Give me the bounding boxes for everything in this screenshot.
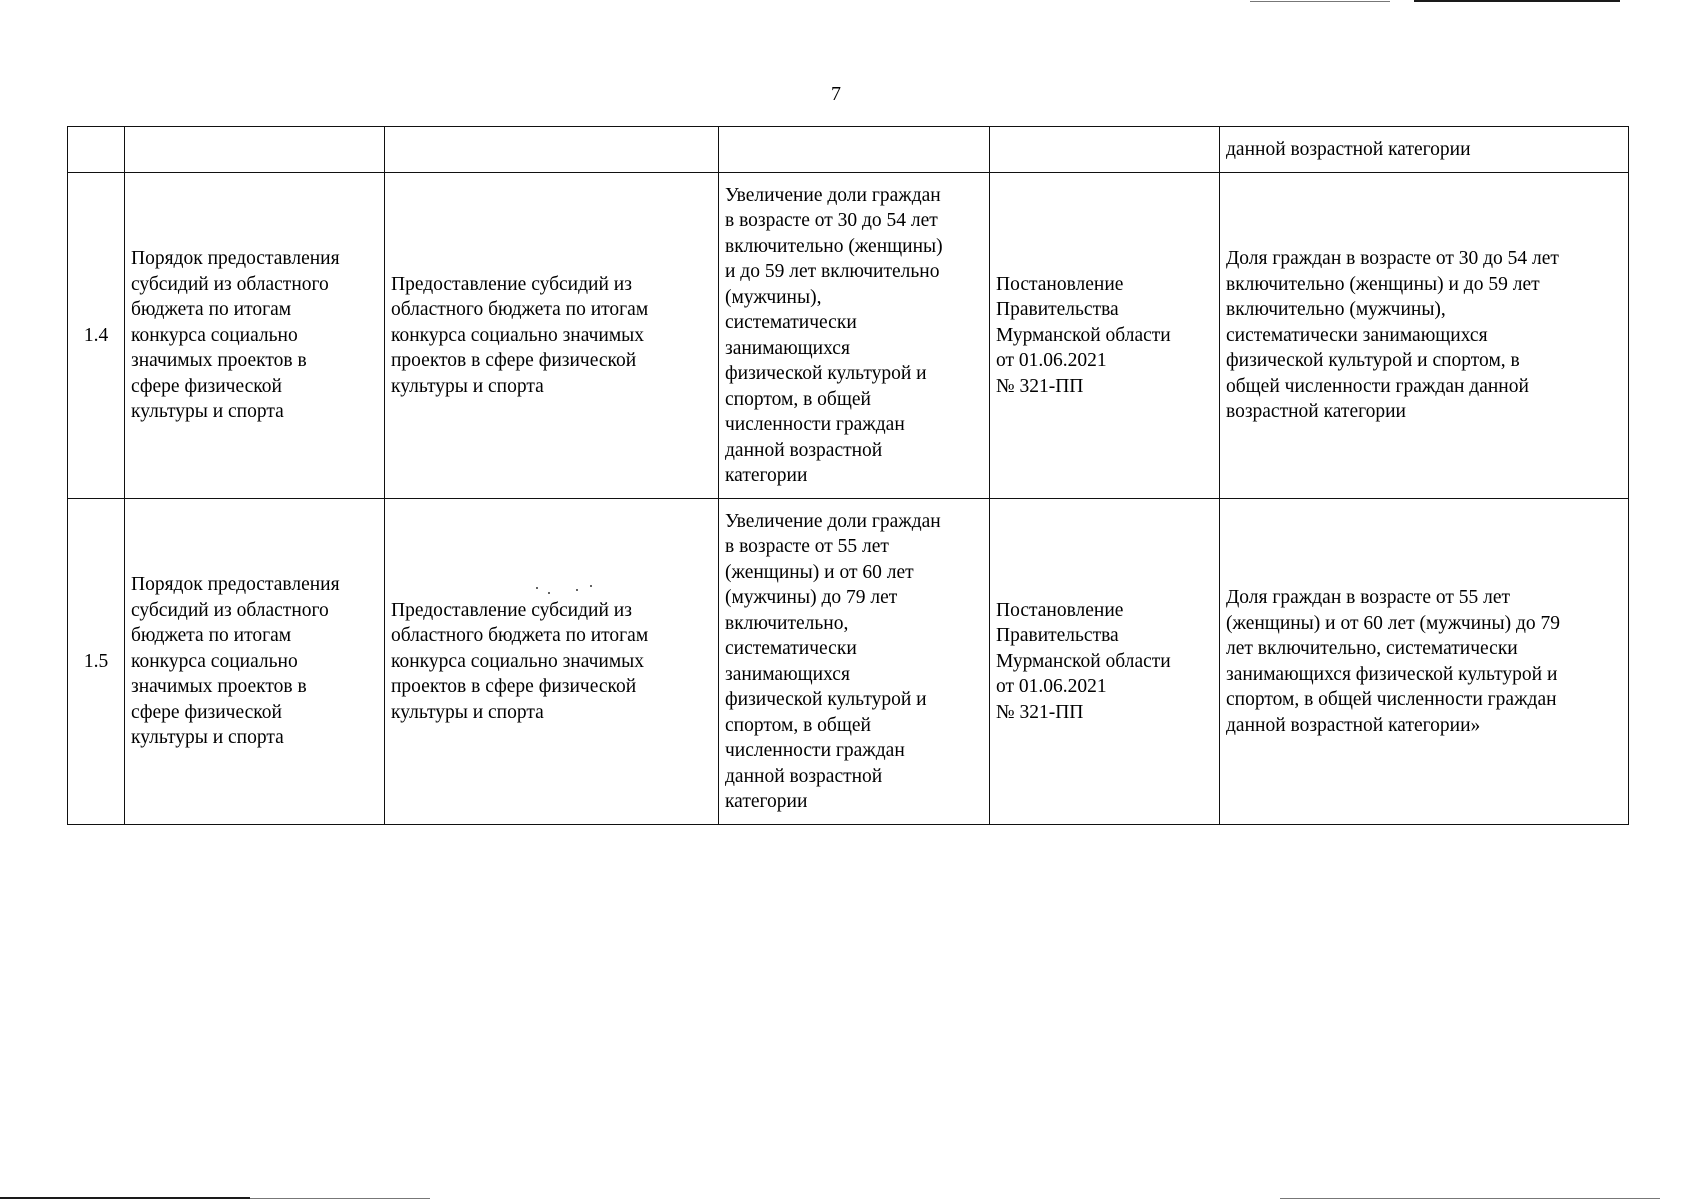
scan-edge-line-bottom-faint	[250, 1198, 430, 1199]
measure-name-cell: Порядок предоставления субсидий из областного бюджета по итогам конкурса социально значимых проектов в сфере физической культуры и спорта	[125, 499, 385, 825]
scan-speck	[576, 589, 578, 591]
expected-result-cell	[719, 127, 990, 173]
scan-speck	[548, 592, 550, 594]
scan-edge-line-top	[1414, 0, 1620, 2]
table-row	[68, 173, 1629, 499]
measure-description-cell: Предоставление субсидий из областного бюджета по итогам конкурса социально значимых проектов в сфере физической культуры и спорта	[385, 499, 719, 825]
indicator-cell: Доля граждан в возрасте от 55 лет (женщины) и от 60 лет (мужчины) до 79 лет включительно, систематически занимающихся физической культурой и спортом, в общей численности граждан данной возрастной категории»	[1220, 499, 1629, 825]
scan-edge-line-top-faint	[1250, 1, 1390, 2]
expected-result-cell: Увеличение доли граждан в возрасте от 55 лет (женщины) и от 60 лет (мужчины) до 79 лет включительно, систематически занимающихся физической культурой и спортом, в общей численности граждан данной возрастной категории	[719, 499, 990, 825]
page-number: 7	[831, 83, 841, 105]
indicator-cell: Доля граждан в возрасте от 30 до 54 лет включительно (женщины) и до 59 лет включительно (мужчины), систематически занимающихся физической культурой и спортом, в общей численности граждан данной возрастной категории	[1220, 173, 1629, 499]
scan-speck	[590, 585, 592, 587]
table-row	[68, 499, 1629, 825]
scan-edge-line-bottom-right	[1280, 1198, 1660, 1199]
legal-document-cell: Постановление Правительства Мурманской области от 01.06.2021 № 321-ПП	[990, 173, 1220, 499]
scan-speck	[536, 587, 538, 589]
measure-description-cell	[385, 127, 719, 173]
table-row	[68, 127, 1629, 173]
row-number-cell	[68, 127, 125, 173]
expected-result-cell: Увеличение доли граждан в возрасте от 30 до 54 лет включительно (женщины) и до 59 лет включительно (мужчины), систематически занимающихся физической культурой и спортом, в общей численности граждан данной возрастной категории	[719, 173, 990, 499]
measure-description-cell: Предоставление субсидий из областного бюджета по итогам конкурса социально значимых проектов в сфере физической культуры и спорта	[385, 173, 719, 499]
row-number-cell: 1.4	[68, 173, 125, 499]
legal-document-cell	[990, 127, 1220, 173]
legal-document-cell: Постановление Правительства Мурманской области от 01.06.2021 № 321-ПП	[990, 499, 1220, 825]
row-number-cell: 1.5	[68, 499, 125, 825]
measure-name-cell	[125, 127, 385, 173]
measures-table	[67, 126, 1629, 825]
scan-edge-line-bottom	[0, 1197, 250, 1199]
indicator-cell: данной возрастной категории	[1220, 127, 1629, 173]
measure-name-cell: Порядок предоставления субсидий из областного бюджета по итогам конкурса социально значимых проектов в сфере физической культуры и спорта	[125, 173, 385, 499]
